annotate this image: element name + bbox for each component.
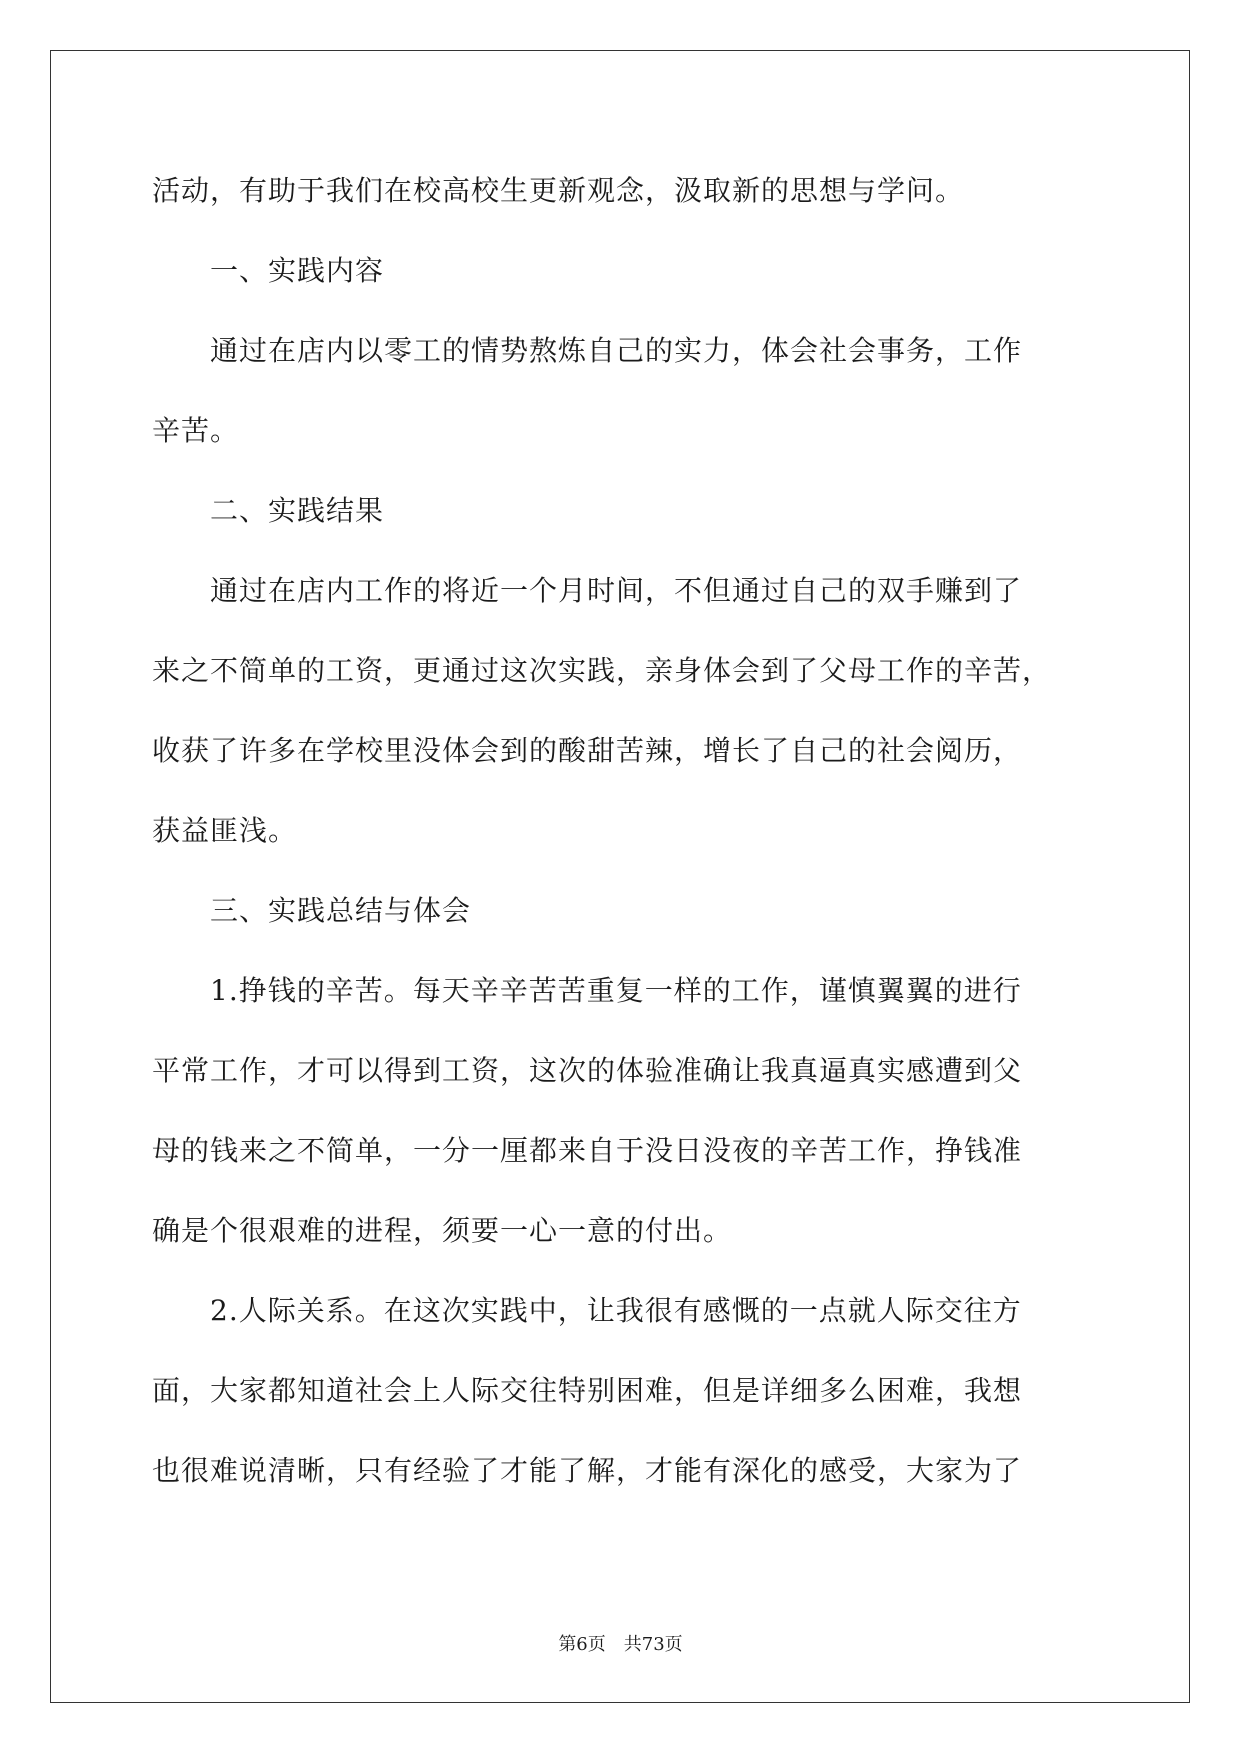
text-line: 确是个很艰难的进程，须要一心一意的付出。 (152, 1214, 733, 1247)
text-line: 平常工作，才可以得到工资，这次的体验准确让我真逼真实感遭到父 (152, 1054, 1023, 1087)
text-line: 通过在店内以零工的情势熬炼自己的实力，体会社会事务，工作 (152, 334, 1023, 367)
text-line: 收获了许多在学校里没体会到的酸甜苦辣，增长了自己的社会阅历， (152, 734, 1023, 767)
section-heading: 二、实践结果 (152, 494, 385, 527)
section-heading: 一、实践内容 (152, 254, 385, 287)
document-body (152, 151, 1097, 1511)
text-line: 2.人际关系。在这次实践中，让我很有感慨的一点就人际交往方 (152, 1294, 1022, 1327)
section-heading: 三、实践总结与体会 (152, 894, 472, 927)
page-number: 第6页 (558, 1634, 606, 1655)
text-line: 也很难说清晰，只有经验了才能了解，才能有深化的感受，大家为了 (152, 1454, 1023, 1487)
text-line: 面，大家都知道社会上人际交往特别困难，但是详细多么困难，我想 (152, 1374, 1023, 1407)
text-line: 获益匪浅。 (152, 814, 298, 847)
text-line: 来之不简单的工资，更通过这次实践，亲身体会到了父母工作的辛苦， (152, 654, 1052, 687)
text-line: 辛苦。 (152, 414, 240, 447)
page-total: 共73页 (623, 1634, 683, 1655)
text-line: 活动，有助于我们在校高校生更新观念，汲取新的思想与学问。 (152, 174, 965, 207)
text-line: 母的钱来之不简单，一分一厘都来自于没日没夜的辛苦工作，挣钱准 (152, 1134, 1023, 1167)
text-line: 1.挣钱的辛苦。每天辛辛苦苦重复一样的工作，谨慎翼翼的进行 (152, 974, 1022, 1007)
page-footer (0, 1630, 1241, 1656)
text-line: 通过在店内工作的将近一个月时间，不但通过自己的双手赚到了 (152, 574, 1023, 607)
